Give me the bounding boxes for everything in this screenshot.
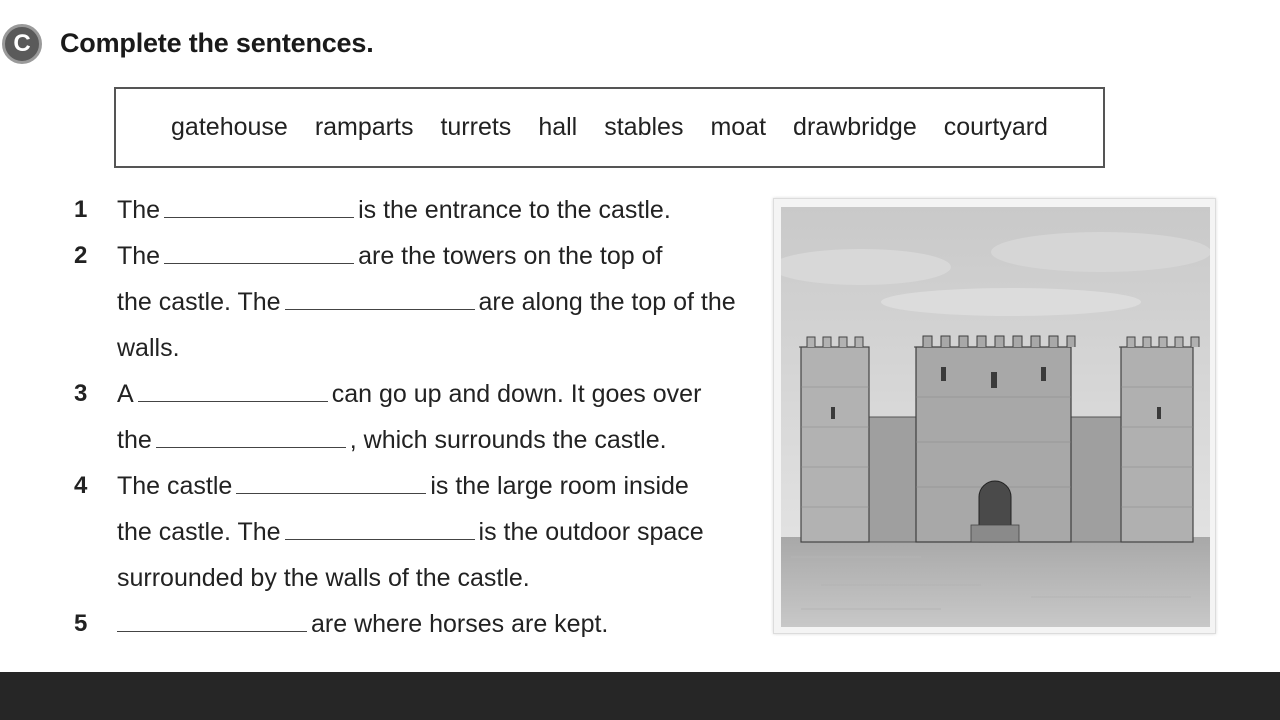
answer-blank[interactable] xyxy=(164,241,354,264)
sentence-text: , which surrounds the castle. xyxy=(349,426,667,454)
sentence-text: are where horses are kept. xyxy=(311,610,609,638)
sentence-text: surrounded by the walls of the castle. xyxy=(117,564,530,592)
question-number: 4 xyxy=(74,472,88,499)
sentence-line xyxy=(117,240,662,272)
sentence-line xyxy=(117,424,667,456)
word-bank-item: stables xyxy=(604,113,684,141)
castle-image xyxy=(781,207,1210,627)
answer-blank[interactable] xyxy=(285,517,475,540)
sentence-line xyxy=(117,194,671,226)
footer-bar xyxy=(0,672,1280,720)
sentence-text: is the entrance to the castle. xyxy=(358,196,671,224)
section-letter: C xyxy=(13,30,31,57)
sentence-line xyxy=(117,332,180,364)
sentence-line xyxy=(113,608,608,640)
sentence-text: walls. xyxy=(117,334,180,362)
sentence-text: is the outdoor space xyxy=(478,518,704,546)
sentence-line xyxy=(117,286,736,318)
question-number: 2 xyxy=(74,242,88,269)
question-number: 3 xyxy=(74,380,88,407)
exercise-title: Complete the sentences. xyxy=(60,28,374,58)
sentence-text: A xyxy=(117,380,134,408)
answer-blank[interactable] xyxy=(164,195,354,218)
sentence-line xyxy=(117,516,704,548)
sentence-line xyxy=(117,562,530,594)
question-number: 5 xyxy=(74,610,88,637)
sentence-text: The xyxy=(117,196,161,224)
sentence-text: are along the top of the xyxy=(478,288,736,316)
word-bank-item: ramparts xyxy=(314,113,414,141)
sentence-line xyxy=(117,470,689,502)
answer-blank[interactable] xyxy=(285,287,475,310)
answer-blank[interactable] xyxy=(138,379,328,402)
section-badge xyxy=(2,24,42,64)
sentence-text: can go up and down. It goes over xyxy=(331,380,702,408)
sentence-text: are the towers on the top of xyxy=(358,242,663,270)
sentence-text: The xyxy=(117,242,161,270)
answer-blank[interactable] xyxy=(156,425,346,448)
sentence-line xyxy=(117,378,701,410)
sentence-text: is the large room inside xyxy=(430,472,689,500)
word-bank-item: turrets xyxy=(440,113,512,141)
answer-blank[interactable] xyxy=(117,609,307,632)
question-number: 1 xyxy=(74,196,88,223)
word-bank-item: gatehouse xyxy=(171,113,288,141)
sentence-text: the castle. The xyxy=(117,288,281,316)
word-bank-item: moat xyxy=(710,113,767,141)
sentence-text: the castle. The xyxy=(117,518,281,546)
castle-illustration xyxy=(773,198,1216,634)
word-bank-item: courtyard xyxy=(943,113,1048,141)
word-bank xyxy=(114,87,1105,168)
word-bank-item: drawbridge xyxy=(793,113,917,141)
word-bank-item: hall xyxy=(538,113,578,141)
sentence-text: The castle xyxy=(117,472,233,500)
answer-blank[interactable] xyxy=(236,471,426,494)
sentence-text: the xyxy=(117,426,152,454)
